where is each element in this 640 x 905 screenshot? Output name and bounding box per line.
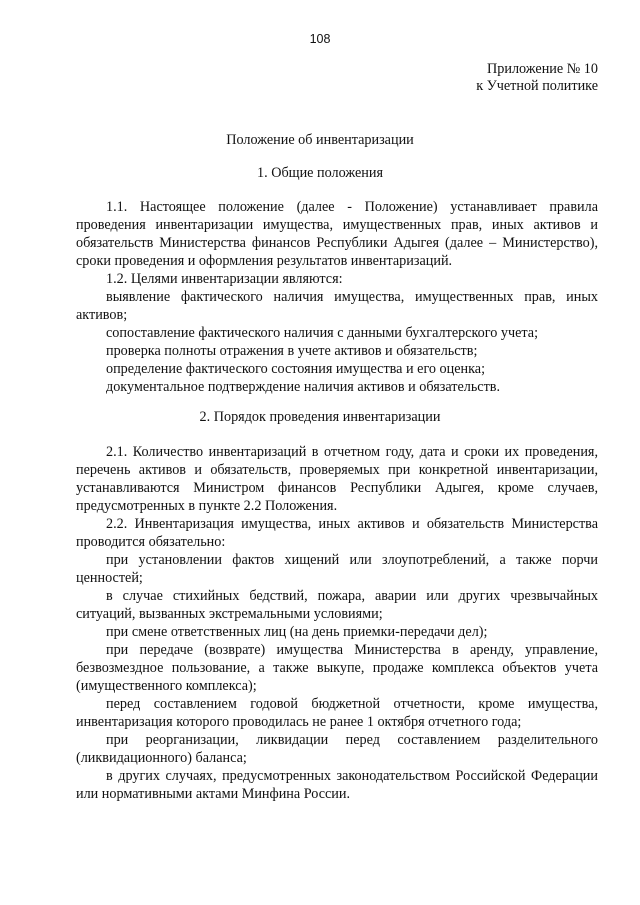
annex-header xyxy=(476,61,598,95)
list-item: в случае стихийных бедствий, пожара, аварии или других чрезвычайных ситуаций, вызванных экстремальными условиями; xyxy=(76,588,598,622)
list-item: при смене ответственных лиц (на день приемки-передачи дел); xyxy=(106,624,488,640)
page-number: 108 xyxy=(309,32,331,46)
annex-line-2: к Учетной политике xyxy=(476,78,598,94)
section-2-heading: 2. Порядок проведения инвентаризации xyxy=(199,409,441,425)
list-item: сопоставление фактического наличия с данными бухгалтерского учета; xyxy=(106,325,539,341)
paragraph-2-1: 2.1. Количество инвентаризаций в отчетном году, дата и сроки их проведения, перечень активов и обязательств, проверяемых при конкретной инвентаризации, устанавливаются Министром финансов Республики Адыгея, кроме случаев, предусмотренных в пункте 2.2 Положения. xyxy=(76,444,598,514)
list-item: при реорганизации, ликвидации перед составлением разделительного (ликвидационного) баланса; xyxy=(76,732,598,766)
list-item: перед составлением годовой бюджетной отчетности, кроме имущества, инвентаризация которого проводилась не ранее 1 октября отчетного года; xyxy=(76,696,598,730)
paragraph-1-2: 1.2. Целями инвентаризации являются: xyxy=(106,271,343,287)
section-1-heading: 1. Общие положения xyxy=(257,165,383,181)
document-title: Положение об инвентаризации xyxy=(226,132,414,148)
list-item: документальное подтверждение наличия активов и обязательств. xyxy=(106,379,501,395)
list-item: в других случаях, предусмотренных законодательством Российской Федерации или нормативными актами Минфина России. xyxy=(76,768,598,802)
list-item: выявление фактического наличия имущества, имущественных прав, иных активов; xyxy=(76,289,598,323)
list-item: при установлении фактов хищений или злоупотреблений, а также порчи ценностей; xyxy=(76,552,598,586)
annex-line-1: Приложение № 10 xyxy=(487,61,598,77)
section-1-body xyxy=(76,198,598,396)
paragraph-1-1: 1.1. Настоящее положение (далее - Положение) устанавливает правила проведения инвентаризации имущества, имущественных прав, иных активов и обязательств Министерства финансов Республики Адыгея (далее – Министерство), сроки проведения и оформления результатов инвентаризаций. xyxy=(76,199,598,269)
list-item: определение фактического состояния имущества и его оценка; xyxy=(106,361,486,377)
paragraph-2-2: 2.2. Инвентаризация имущества, иных активов и обязательств Министерства проводится обязательно: xyxy=(76,516,598,550)
list-item: при передаче (возврате) имущества Министерства в аренду, управление, безвозмездное пользование, а также выкупе, продаже комплекса объектов учета (имущественного комплекса); xyxy=(76,642,598,694)
list-item: проверка полноты отражения в учете активов и обязательств; xyxy=(106,343,478,359)
section-2-body xyxy=(76,443,598,803)
